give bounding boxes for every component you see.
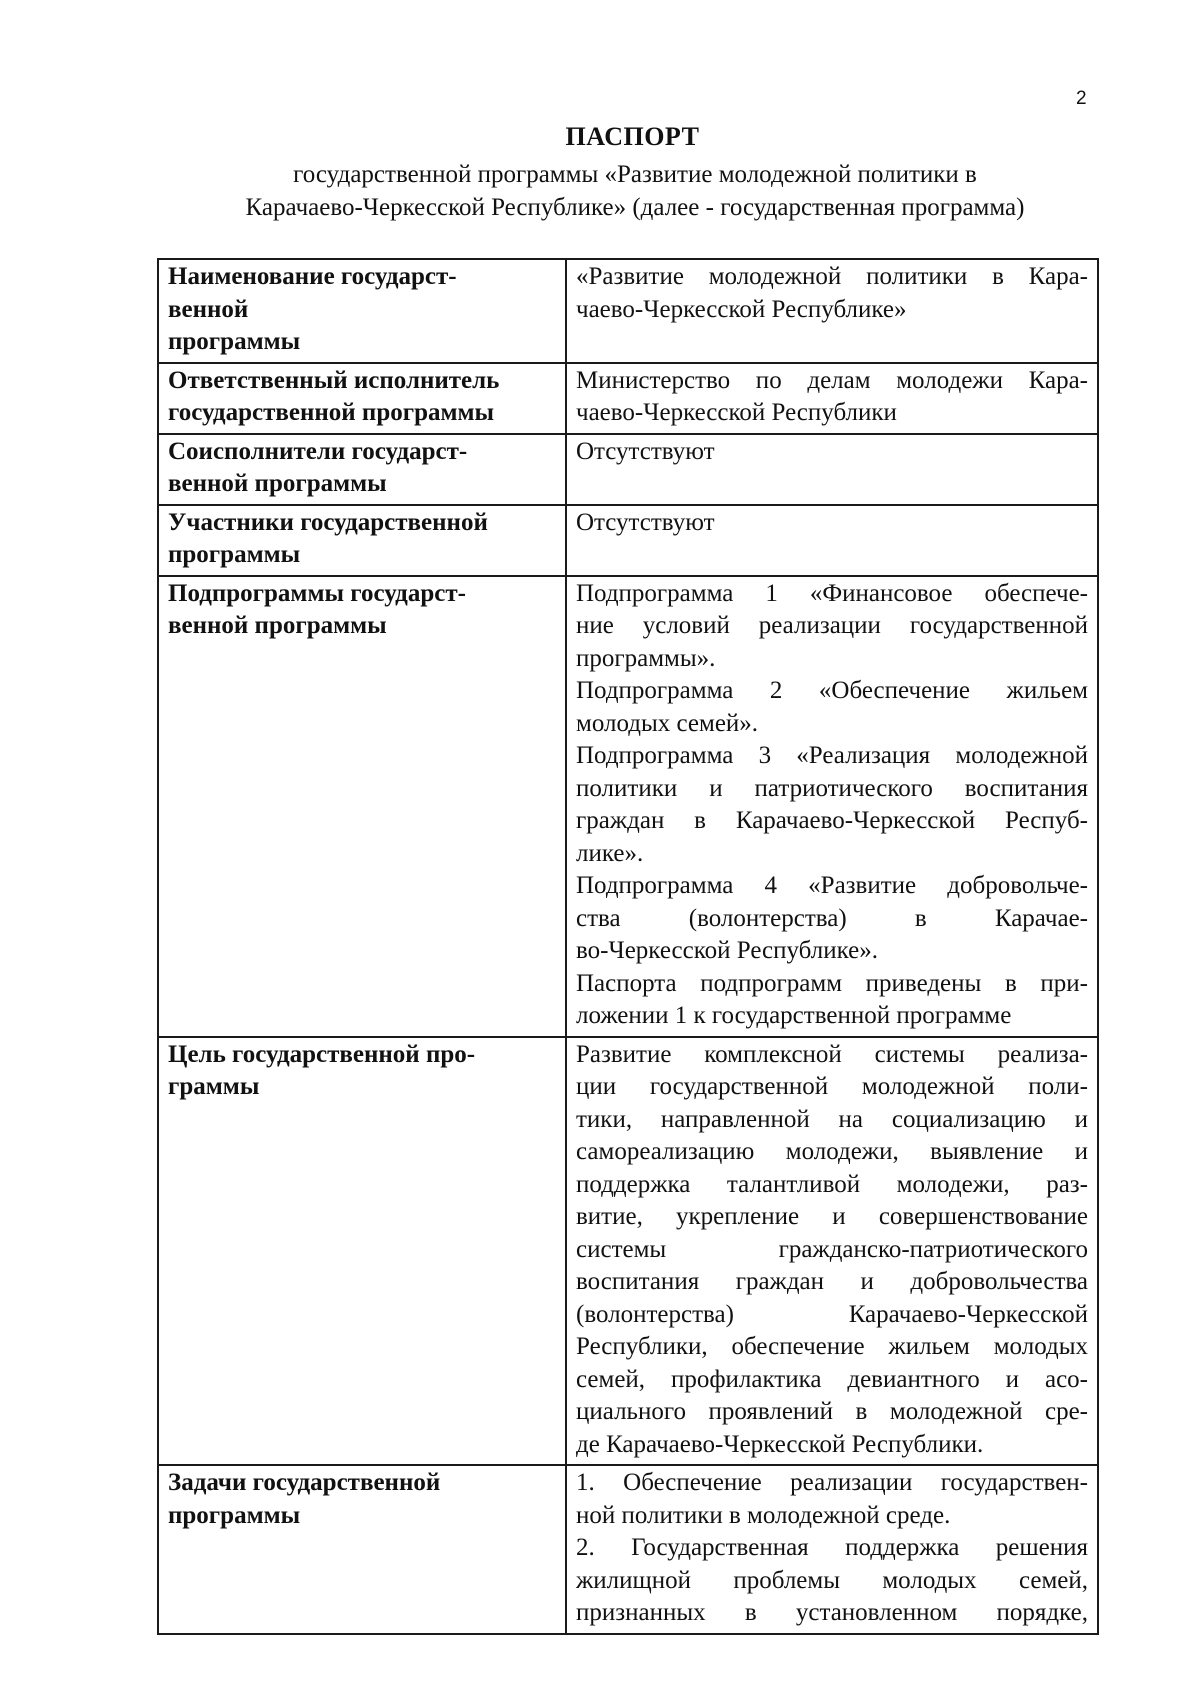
table-row <box>158 259 1098 363</box>
row-value-cell <box>566 505 1098 576</box>
passport-table <box>157 258 1099 1635</box>
subtitle-line-2: Карачаево-Черкесской Республике» (далее - государственная программа) <box>245 194 1025 221</box>
row-value-line: Подпрограмма 4 «Развитие добровольче- <box>576 872 1088 899</box>
row-value-line: циального проявлений в молодежной сре- <box>576 1398 1088 1425</box>
row-label-line: Подпрограммы государст- <box>168 579 466 607</box>
row-value-line: Отсутствуют <box>576 508 715 536</box>
row-value-line: самореализацию молодежи, выявление и <box>576 1138 1088 1165</box>
row-value-line: ции государственной молодежной поли- <box>576 1073 1088 1100</box>
row-value-line: чаево-Черкесской Республике» <box>576 295 907 323</box>
row-label-line: венной <box>168 295 249 323</box>
row-value-line: Подпрограмма 2 «Обеспечение жильем <box>576 677 1088 704</box>
page-number: 2 <box>1076 88 1087 109</box>
row-value-line: «Развитие молодежной политики в Кара- <box>576 263 1088 290</box>
row-value-line: ства (волонтерства) в Карачае- <box>576 904 1088 932</box>
table-row <box>158 1037 1098 1466</box>
row-label-line: Наименование государст- <box>168 263 457 290</box>
table-row <box>158 434 1098 505</box>
table-row <box>158 363 1098 434</box>
row-label-line: Цель государственной про- <box>168 1040 476 1068</box>
row-value-line: де Карачаево-Черкесской Республики. <box>576 1430 984 1458</box>
row-label-line: программы <box>168 541 301 568</box>
row-label-line: Задачи государственной <box>168 1469 441 1496</box>
subtitle-line-1: государственной программы «Развитие молодежной политики в <box>293 161 977 188</box>
row-value-line: чаево-Черкесской Республики <box>576 399 897 426</box>
row-value-cell <box>566 434 1098 505</box>
row-value-cell <box>566 363 1098 434</box>
row-value-line: молодых семей». <box>576 709 759 737</box>
row-value-line: лике». <box>576 839 644 867</box>
row-value-cell <box>566 576 1098 1037</box>
row-label-line: венной программы <box>168 470 387 497</box>
row-value-line: политики и патриотического воспитания <box>576 774 1088 802</box>
row-label-line: граммы <box>168 1073 260 1100</box>
row-value-cell <box>566 1037 1098 1466</box>
row-value-line: жилищной проблемы молодых семей, <box>576 1566 1088 1594</box>
document-title: ПАСПОРТ <box>565 122 700 151</box>
row-label-line: Соисполнители государст- <box>168 437 468 465</box>
row-value-line: Отсутствуют <box>576 437 715 465</box>
row-value-line: Паспорта подпрограмм приведены в при- <box>576 969 1088 997</box>
row-value-cell <box>566 1465 1098 1634</box>
row-value-line: во-Черкесской Республике». <box>576 937 879 964</box>
row-value-line: Подпрограмма 3 «Реализация молодежной <box>576 742 1088 769</box>
row-value-line: тики, направленной на социализацию и <box>576 1105 1088 1133</box>
row-label-cell <box>158 1465 566 1634</box>
row-label-cell <box>158 576 566 1037</box>
row-value-line: ной политики в молодежной среде. <box>576 1501 951 1529</box>
row-value-line: системы гражданско-патриотического <box>576 1235 1088 1263</box>
table-row <box>158 1465 1098 1634</box>
row-label-line: программы <box>168 328 301 355</box>
table-row <box>158 505 1098 576</box>
row-value-line: 2. Государственная поддержка решения <box>576 1534 1088 1561</box>
passport-table-body <box>158 259 1098 1634</box>
row-label-cell <box>158 1037 566 1466</box>
row-label-line: программы <box>168 1501 301 1529</box>
row-value-line: Республики, обеспечение жильем молодых <box>576 1333 1088 1360</box>
row-value-cell <box>566 259 1098 363</box>
row-label-line: венной программы <box>168 612 387 639</box>
row-value-line: программы». <box>576 644 716 672</box>
row-value-line: ние условий реализации государственной <box>576 612 1088 639</box>
row-value-line: воспитания граждан и добровольчества <box>576 1268 1088 1295</box>
row-value-line: Подпрограмма 1 «Финансовое обеспече- <box>576 579 1088 607</box>
row-label-cell <box>158 505 566 576</box>
row-value-line: витие, укрепление и совершенствование <box>576 1203 1088 1230</box>
table-row <box>158 576 1098 1037</box>
document-subtitle <box>180 158 1090 224</box>
row-value-line: поддержка талантливой молодежи, раз- <box>576 1170 1088 1198</box>
row-label-cell <box>158 363 566 434</box>
row-value-line: Развитие комплексной системы реализа- <box>576 1040 1088 1068</box>
row-value-line: Министерство по делам молодежи Кара- <box>576 366 1088 394</box>
row-label-line: Участники государственной <box>168 508 488 536</box>
row-value-line: граждан в Карачаево-Черкесской Респуб- <box>576 807 1088 834</box>
row-value-line: (волонтерства) Карачаево-Черкесской <box>576 1300 1088 1328</box>
row-value-line: 1. Обеспечение реализации государствен- <box>576 1469 1088 1496</box>
row-label-cell <box>158 259 566 363</box>
row-value-line: семей, профилактика девиантного и асо- <box>576 1365 1088 1393</box>
row-label-cell <box>158 434 566 505</box>
row-label-line: Ответственный исполнитель <box>168 366 500 394</box>
row-label-line: государственной программы <box>168 399 495 426</box>
row-value-line: ложении 1 к государственной программе <box>576 1002 1012 1029</box>
row-value-line: признанных в установленном порядке, <box>576 1599 1088 1626</box>
